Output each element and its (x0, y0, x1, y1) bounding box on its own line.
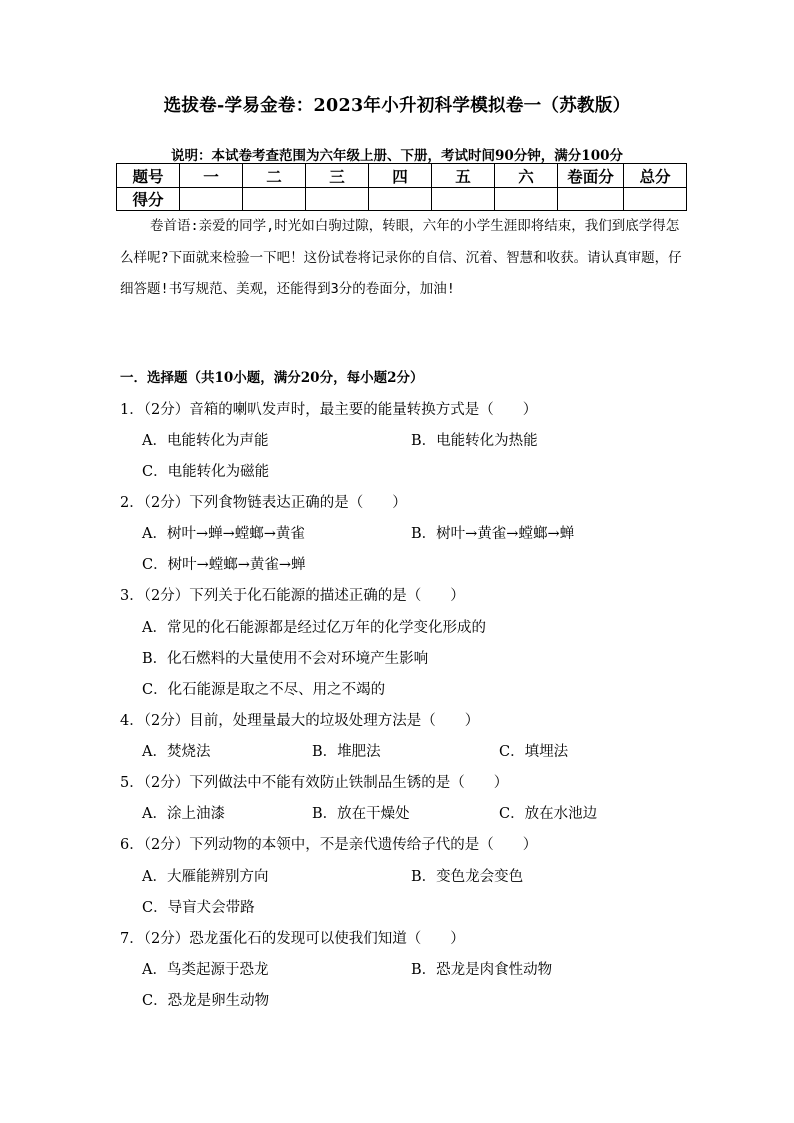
question-stem: 2．（2分）下列食物链表达正确的是（ ） (120, 495, 407, 511)
question-stem: 3．（2分）下列关于化石能源的描述正确的是（ ） (120, 588, 465, 604)
score-table-header-row (117, 164, 687, 188)
option-b: B．电能转化为热能 (411, 433, 538, 449)
question-stem: 7．（2分）恐龙蛋化石的发现可以使我们知道（ ） (120, 931, 465, 947)
option-a: A．大雁能辨别方向 (142, 869, 269, 885)
option-b: B．树叶→黄雀→螳螂→蝉 (411, 526, 575, 542)
option-c: C．恐龙是卵生动物 (142, 993, 270, 1009)
option-a: A．树叶→蝉→螳螂→黄雀 (142, 526, 305, 542)
option-b: B．化石燃料的大量使用不会对环境产生影响 (142, 651, 429, 667)
question-stem: 4．（2分）目前，处理量最大的垃圾处理方法是（ ） (120, 713, 480, 729)
option-b: B．恐龙是肉食性动物 (411, 962, 553, 978)
option-b: B．放在干燥处 (312, 806, 410, 822)
section-heading: 一．选择题（共10小题，满分20分，每小题2分） (120, 370, 424, 386)
score-header-cell: 总分 (624, 164, 687, 188)
score-cell (624, 188, 687, 211)
option-a: A．常见的化石能源都是经过亿万年的化学变化形成的 (142, 620, 486, 636)
option-b: B．变色龙会变色 (411, 869, 524, 885)
score-header-cell: 二 (243, 164, 306, 188)
option-b: B．堆肥法 (312, 744, 381, 760)
score-table-score-row (117, 188, 687, 211)
question-stem: 5．（2分）下列做法中不能有效防止铁制品生锈的是（ ） (120, 775, 509, 791)
question-stem: 1．（2分）音箱的喇叭发声时，最主要的能量转换方式是（ ） (120, 402, 538, 418)
score-header-cell: 卷面分 (558, 164, 624, 188)
score-header-cell: 三 (306, 164, 369, 188)
score-cell (432, 188, 495, 211)
score-cell (243, 188, 306, 211)
option-c: C．树叶→螳螂→黄雀→蝉 (142, 557, 306, 573)
option-c: C．电能转化为磁能 (142, 464, 270, 480)
score-cell (369, 188, 432, 211)
score-header-cell: 四 (369, 164, 432, 188)
exam-title: 选拔卷-学易金卷：2023年小升初科学模拟卷一（苏教版） (163, 96, 631, 116)
score-header-cell: 六 (495, 164, 558, 188)
option-a: A．涂上油漆 (142, 806, 225, 822)
score-cell (306, 188, 369, 211)
exam-note: 说明：本试卷考查范围为六年级上册、下册，考试时间90分钟，满分100分 (171, 148, 623, 164)
option-a: A．电能转化为声能 (142, 433, 269, 449)
score-header-cell: 题号 (117, 164, 180, 188)
score-cell (180, 188, 243, 211)
option-c: C．放在水池边 (499, 806, 598, 822)
score-row-label: 得分 (117, 188, 180, 211)
score-table (116, 163, 687, 211)
option-a: A．焚烧法 (142, 744, 211, 760)
option-c: C．化石能源是取之不尽、用之不竭的 (142, 682, 386, 698)
score-header-cell: 一 (180, 164, 243, 188)
preface-text: 卷首语:亲爱的同学,时光如白驹过隙，转眼，六年的小学生涯即将结束，我们到底学得怎么样呢?下面就来检验一下吧！这份试卷将记录你的自信、沉着、智慧和收获。请认真审题，仔细答题!书写规范、美观，还能得到3分的卷面分，加油! (120, 218, 682, 297)
option-c: C．导盲犬会带路 (142, 900, 255, 916)
score-cell (495, 188, 558, 211)
option-c: C．填埋法 (499, 744, 569, 760)
option-a: A．鸟类起源于恐龙 (142, 962, 269, 978)
score-header-cell: 五 (432, 164, 495, 188)
score-cell (558, 188, 624, 211)
question-stem: 6．（2分）下列动物的本领中，不是亲代遗传给子代的是（ ） (120, 837, 538, 853)
